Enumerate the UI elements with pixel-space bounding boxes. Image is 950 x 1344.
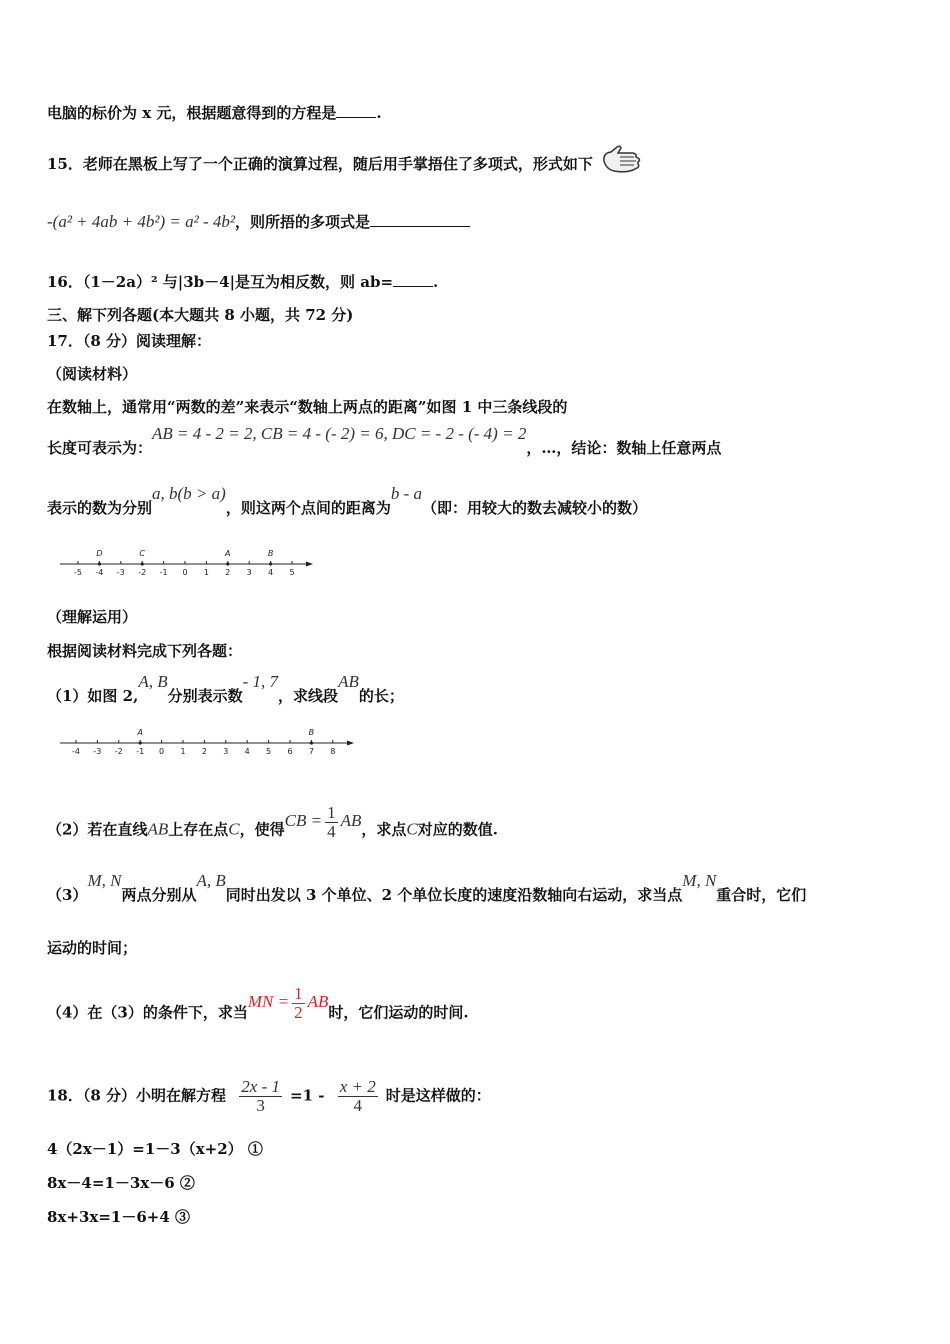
q17-title: 17．（8 分）阅读理解： (47, 332, 212, 350)
tick-label: 3 (223, 747, 229, 756)
tick-label: -5 (74, 568, 82, 577)
q15-equation: -(a² + 4ab + 4b²) = a² - 4b² (47, 212, 235, 231)
tick-label: 3 (246, 568, 252, 577)
tick-label: 2 (201, 747, 207, 756)
tick-label: -2 (138, 568, 147, 577)
q15-suffix: ，则所捂的多项式是 (234, 213, 370, 231)
q14-text: 电脑的标价为 x 元，根据题意得到的方程是 (47, 104, 337, 122)
tick-label: 4 (268, 568, 274, 577)
sub4-equation (247, 984, 329, 1022)
tick-label: 5 (289, 568, 295, 577)
tick-label: -3 (116, 568, 125, 577)
q14-tail (47, 102, 382, 123)
sub-question-4 (47, 984, 469, 1032)
sub3-mid2: 同时出发以 3 个单位、2 个单位长度的速度沿数轴向右运动，求当点 (225, 886, 683, 904)
q18-f1-num: 2x - 1 (241, 1077, 280, 1096)
distance-formulas: AB = 4 - 2 = 2, CB = 4 - (- 2) = 6, DC = - 2 - (- 4) = 2 (152, 424, 527, 443)
reading-p3-mid: ，则这两个点间的距离为 (225, 499, 391, 517)
reading-p2-dots: ，… (526, 439, 557, 457)
sub1-values: - 1, 7 (242, 672, 279, 691)
sub3-mid: 两点分别从 (121, 886, 197, 904)
tick-label: 7 (308, 747, 314, 756)
answer-blank (336, 103, 376, 118)
tick-label: -2 (114, 747, 123, 756)
sub2-line: AB (147, 819, 169, 839)
sub1-suffix: 的长； (358, 687, 404, 705)
tick-label: 0 (182, 568, 188, 577)
q18-step-1: 4（2x－1）=1－3（x+2） ① (47, 1140, 263, 1158)
number-line-figure-1 (55, 542, 325, 582)
q18-fraction-2 (338, 1078, 378, 1115)
sub1-points: A, B (138, 672, 168, 691)
apply-intro: 根据阅读材料完成下列各题： (47, 642, 243, 660)
q18-step-2: 8x－4=1－3x－6 ② (47, 1174, 195, 1192)
q15-equation-line (47, 211, 470, 232)
q16-end: . (433, 273, 439, 291)
tick-label: -1 (159, 568, 168, 577)
sub3-line-2: 运动的时间； (47, 939, 138, 957)
sub-question-1 (47, 672, 404, 706)
tick-label: -3 (93, 747, 102, 756)
reading-p3-prefix: 表示的数为分别 (47, 499, 153, 517)
sub4-frac-num: 1 (294, 984, 303, 1003)
q18-f2-num: x + 2 (339, 1077, 376, 1096)
sub-question-3 (47, 871, 807, 905)
sub3-points-mn: M, N (87, 871, 122, 890)
sub2-equation (284, 803, 362, 841)
number-line-figure-2 (55, 725, 365, 763)
sub2-suffix: 对应的数值. (417, 820, 498, 839)
point-label: B (308, 728, 315, 737)
sub3-points-mn-2: M, N (682, 871, 717, 890)
sub2-frac-den: 4 (327, 821, 336, 841)
sub2-eq-left: CB = (284, 811, 323, 831)
sub2-prefix: （2）若在直线 (47, 820, 148, 839)
tick-label: 4 (244, 747, 250, 756)
sub1-segment: AB (338, 672, 359, 691)
q16 (47, 271, 438, 292)
tick-label: 8 (330, 747, 336, 756)
point-marker (226, 562, 229, 565)
point-marker (141, 562, 144, 565)
q14-end: . (376, 104, 382, 122)
b-minus-a: b - a (390, 484, 422, 503)
sub1-prefix: （1）如图 2, (47, 687, 139, 705)
tick-label: 1 (180, 747, 186, 756)
sub2-mid2: ，使得 (239, 820, 285, 839)
sub3-points-ab: A, B (196, 871, 226, 890)
point-label: D (96, 549, 103, 558)
apply-title: （理解运用） (47, 608, 138, 626)
sub4-frac-den: 2 (294, 1002, 303, 1022)
tick-label: -4 (95, 568, 104, 577)
reading-p2-suffix: ，结论：数轴上任意两点 (556, 439, 722, 457)
q18-f2-den: 4 (353, 1095, 362, 1115)
q15-prompt (47, 149, 642, 181)
sub2-point: C (228, 819, 240, 839)
point-marker (139, 741, 142, 744)
reading-p2 (47, 424, 722, 458)
point-marker (98, 562, 101, 565)
reading-p3 (47, 484, 648, 518)
sub1-mid2: ，求线段 (278, 687, 339, 705)
tick-label: 5 (266, 747, 272, 756)
sub4-suffix: 时，它们运动的时间. (328, 1003, 469, 1022)
answer-blank (393, 272, 433, 287)
sub2-point-c: C (406, 819, 418, 839)
reading-p3-suffix: （即：用较大的数去减较小的数） (422, 499, 648, 517)
q18-fraction-1 (239, 1078, 282, 1115)
q18-mid: =1 - (290, 1086, 325, 1105)
sub2-eq-right: AB (340, 811, 362, 831)
point-marker (310, 741, 313, 744)
ab-condition: a, b(b > a) (152, 484, 226, 503)
tick-label: 2 (225, 568, 231, 577)
sub2-mid: 上存在点 (168, 820, 229, 839)
tick-label: 1 (203, 568, 209, 577)
q18-prefix: 18．（8 分）小明在解方程 (47, 1086, 227, 1105)
sub2-frac-num: 1 (327, 803, 336, 822)
reading-p1: 在数轴上，通常用“两数的差”来表示“数轴上两点的距离”如图 1 中三条线段的 (47, 398, 568, 416)
sub4-eq-right: AB (307, 992, 329, 1012)
tick-label: 0 (159, 747, 165, 756)
sub3-suffix: 重合时，它们 (716, 886, 807, 904)
tick-label: -1 (136, 747, 145, 756)
point-label: A (225, 549, 231, 558)
q15-prefix: 15．老师在黑板上写了一个正确的演算过程，随后用手掌捂住了多项式，形式如下 (47, 155, 593, 173)
sub2-mid3: ，求点 (361, 820, 407, 839)
point-label: A (137, 728, 143, 737)
tick-label: -4 (72, 747, 80, 756)
tick-label: 6 (287, 747, 293, 756)
point-marker (269, 562, 272, 565)
hand-icon (600, 143, 642, 175)
sub4-eq-left: MN = (247, 992, 290, 1012)
reading-title: （阅读材料） (47, 365, 138, 383)
q16-text: 16．（1－2a）² 与|3b－4|是互为相反数，则 ab= (47, 273, 394, 291)
q18-suffix: 时是这样做的： (385, 1086, 491, 1105)
reading-p2-prefix: 长度可表示为： (47, 439, 153, 457)
sub-question-2 (47, 803, 498, 849)
q18-prompt (47, 1078, 491, 1115)
q18-step-3: 8x+3x=1－6+4 ③ (47, 1208, 190, 1226)
section-3-title: 三、解下列各题(本大题共 8 小题，共 72 分) (47, 306, 354, 324)
answer-blank (370, 212, 470, 227)
sub4-prefix: （4）在（3）的条件下，求当 (47, 1003, 248, 1022)
sub3-prefix: （3） (47, 886, 88, 904)
point-label: B (267, 549, 274, 558)
q18-f1-den: 3 (256, 1095, 265, 1115)
sub1-mid: 分别表示数 (167, 687, 243, 705)
point-label: C (139, 549, 145, 558)
